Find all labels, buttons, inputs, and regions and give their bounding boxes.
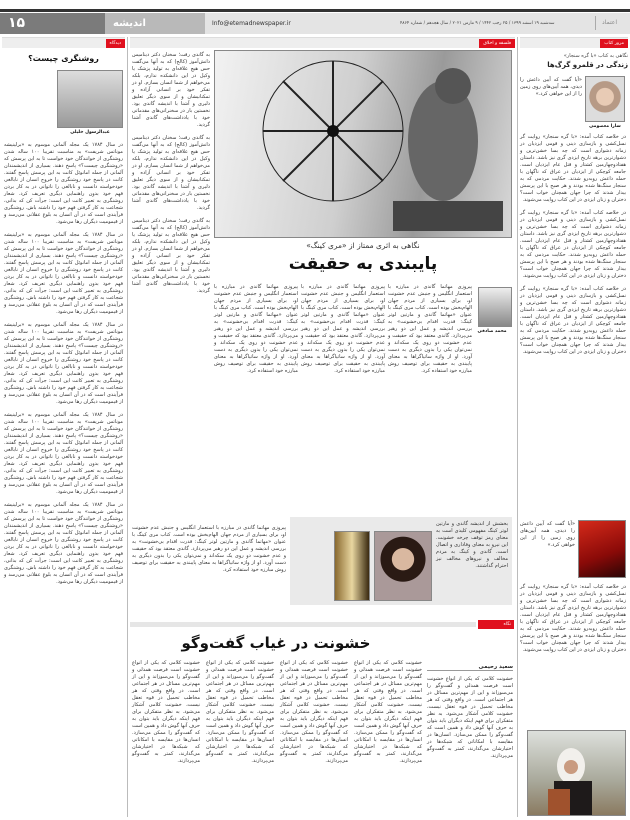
article-column: پیروزی مهاتما گاندی در مبارزه با استعمار انگلیس و جنبش عدم خشونت او، برای بسیاری از مردم جهان الهام‌بخش بوده است. کتاب مری کینگ با عنوان «مهاتما گاندی و مارتین لوتر کینگ: قدرت اقدام بی‌خشونت» به بررسی اندیشه و عمل این دو رهبر می‌پردازد. گاندی معتقد بود که حقیقت و عدم خشونت دو روی یک سکه‌اند و نمی‌توان یکی را بدون دیگری به دست آورد. او از واژه ساتیاگراها به معنای پایبندی به حقیقت برای توصیف روش مبارزه خود استفاده کرد. xyxy=(388,284,472,374)
issue-date: سه‌شنبه ۱۹ اسفند ۱۳۹۹ / ۲۵ رجب ۱۴۴۲ / ۹ مارس ۲۰۲۱ / سال هجدهم / شماره ۴۸۶۴ xyxy=(400,21,555,26)
section-rule xyxy=(130,622,476,627)
article-body: در خلاصه کتاب آمده: «با گره سنجار» روایت گر نسل‌کشی و بازسازی دینی و قومی ایزدیان در زمانه دشواری است که چه بسا خشن‌ترین و دشوارترین برهه تاریخ ایزدی گری نیز باشد. داستان هفتادوچهارمین کشتار و قتل عام ایزدیان است. جامعه کوچکی از ایزدیان در عراق که ناگهان با حمله داعش روبه‌رو شدند. حکایت مردمی که به سنجار سنگ‌ها شده بودند و هر صبح با این پرسش بیدار شدند که چرا جهان همچنان خواب است؟ دختران و زنان ایزدی در این کتاب روایت می‌شوند. xyxy=(520,584,626,653)
article-column: خشونت کلامی که یکی از انواع خشونت است فرصت همدلی و گفت‌وگو را می‌سوزاند و این از مهم‌ترین مسائل در هر اجتماعی است. در واقع وقتی که هر مخاطب تحمیل در قوه تعقل نیست، خشونت کلامی آشکار می‌شود. به نظر متفکران برای فهم اینکه دیگران باید بتوان به حرف آنها گوش داد و همین است که گفت‌وگو را ممکن می‌سازد. انسان‌ها در مقایسه با امکاناتی که شبکه‌ها در اختیارشان می‌گذارند، کمتر به گفت‌وگو می‌پردازند. xyxy=(354,660,422,764)
article-title: پایبندی به حقیقت xyxy=(288,254,438,274)
section-tag: نگاه xyxy=(478,620,514,629)
mary-king-photo xyxy=(374,531,432,601)
article-column: پیروزی مهاتما گاندی در مبارزه با استعمار انگلیس و جنبش عدم خشونت او، برای بسیاری از مردم جهان الهام‌بخش بوده است. کتاب مری کینگ با عنوان «مهاتما گاندی و مارتین لوتر کینگ: قدرت اقدام بی‌خشونت» به بررسی اندیشه و عمل این دو رهبر می‌پردازد. گاندی معتقد بود که حقیقت و عدم خشونت دو روی یک سکه‌اند و نمی‌توان یکی را بدون دیگری به دست آورد. او از واژه ساتیاگراها به معنای پایبندی به حقیقت برای توصیف روش مبارزه خود استفاده کرد. xyxy=(301,284,385,374)
article-body: پیروزی مهاتما گاندی در مبارزه با استعمار انگلیس و جنبش عدم خشونت او، برای بسیاری از مردم جهان الهام‌بخش بوده است. کتاب مری کینگ با عنوان «مهاتما گاندی و مارتین لوتر کینگ: قدرت اقدام بی‌خشونت» به بررسی اندیشه و عمل این دو رهبر می‌پردازد. گاندی معتقد بود که حقیقت و عدم خشونت دو روی یک سکه‌اند و نمی‌توان یکی را بدون دیگری به دست آورد. او از واژه ساتیاگراها به معنای پایبندی به حقیقت برای توصیف روش مبارزه خود استفاده کرد. xyxy=(132,525,286,573)
book-cover xyxy=(578,520,626,578)
article-column: پیروزی مهاتما گاندی در مبارزه با استعمار انگلیس و جنبش عدم خشونت او، برای بسیاری از مردم جهان الهام‌بخش بوده است. کتاب مری کینگ با عنوان «مهاتما گاندی و مارتین لوتر کینگ: قدرت اقدام بی‌خشونت» به بررسی اندیشه و عمل این دو رهبر می‌پردازد. گاندی معتقد بود که حقیقت و عدم خشونت دو روی یک سکه‌اند و نمی‌توان یکی را بدون دیگری به دست آورد. او از واژه ساتیاگراها به معنای پایبندی به حقیقت برای توصیف روش مبارزه خود استفاده کرد. xyxy=(214,284,298,374)
article-kicker: نگاهی به کتاب «با گره سنجار» xyxy=(563,53,628,59)
article-title: خشونت در غیاب گفت‌وگو xyxy=(181,634,371,652)
page-number: ۱۵ xyxy=(0,13,105,34)
quote-text: بخشش از اندیشه گاندی و مارتین لوتر کینگ مفهومی کلیدی است به معنای رمز توقف چرخه خشونت. این نیرو به معنای وفاداری و اتصال است. گاندی و کینگ به مردم مخالف و نیروهای مخالف نیز احترام گذاشتند. xyxy=(436,521,508,569)
article-kicker: نگاهی به اثری ممتاز از «مری کینگ» xyxy=(306,241,420,250)
article-paragraph: در خلاصه کتاب آمده: «با گره سنجار» روایت گر نسل‌کشی و بازسازی دینی و قومی ایزدیان در زمانه دشواری است که چه بسا خشن‌ترین و دشوارترین برهه تاریخ ایزدی گری نیز باشد. داستان هفتادوچهارمین کشتار و قتل عام ایزدیان است. جامعه کوچکی از ایزدیان در عراق که ناگهان با حمله داعش روبه‌رو شدند. حکایت مردمی که به سنجار سنگ‌ها شده بودند و هر صبح با این پرسش بیدار شدند که چرا جهان همچنان خواب است؟ دختران و زنان ایزدی در این کتاب روایت می‌شوند. xyxy=(520,210,626,279)
section-tag: فلسفه و اخلاق xyxy=(479,39,515,48)
article-title: زندگی در قلمرو گرگ‌ها xyxy=(547,61,628,69)
book-cover xyxy=(334,531,370,601)
quote-box xyxy=(290,517,512,605)
article-paragraph: در سال ۱۷۸۴ یک مجله آلمانی موسوم به «برلینیشه موناتس شریفت» به مناسبت تقریبا ۱۰۰ ساله شدن روشنگری از خوانندگان خود خواست تا به این پرسش که «روشنگری چیست؟» پاسخ دهند. بسیاری از اندیشمندان آلمانی از جمله امانوئل کانت به این پرسش پاسخ گفتند. کانت در پاسخ خود روشنگری را خروج انسان از نابالغی خودخواسته دانست و نابالغی را ناتوانی در به کار بردن فهم خود بدون راهنمایی دیگری تعریف کرد. شعار روشنگری به تعبیر کانت این است: جرأت کن که بدانی، شجاعت به کار گرفتن فهم خود را داشته باش. روشنگری فرآیندی است که در آن انسان به بلوغ عقلانی می‌رسد و از قیمومیت دیگران رها می‌شود. xyxy=(4,322,123,405)
article-body xyxy=(132,52,210,295)
author-name: عبدالرسول خلیلی xyxy=(70,130,110,135)
left-column xyxy=(2,37,125,63)
section-name: اندیشه xyxy=(105,13,205,34)
article-column: خشونت کلامی که یکی از انواع خشونت است فرصت همدلی و گفت‌وگو را می‌سوزاند و این از مهم‌ترین مسائل در هر اجتماعی است. در واقع وقتی که هر مخاطب تحمیل در قوه تعقل نیست، خشونت کلامی آشکار می‌شود. به نظر متفکران برای فهم اینکه دیگران باید بتوان به حرف آنها گوش داد و همین است که گفت‌وگو را ممکن می‌سازد. انسان‌ها در مقایسه با امکاناتی که شبکه‌ها در اختیارشان می‌گذارند، کمتر به گفت‌وگو می‌پردازند. xyxy=(206,660,274,764)
article-title: روشنگری چیست؟ xyxy=(28,54,99,63)
newspaper-logo: اعتماد xyxy=(595,16,623,30)
article-paragraph: در سال ۱۷۸۴ یک مجله آلمانی موسوم به «برلینیشه موناتس شریفت» به مناسبت تقریبا ۱۰۰ ساله شدن روشنگری از خوانندگان خود خواست تا به این پرسش که «روشنگری چیست؟» پاسخ دهند. بسیاری از اندیشمندان آلمانی از جمله امانوئل کانت به این پرسش پاسخ گفتند. کانت در پاسخ خود روشنگری را خروج انسان از نابالغی خودخواسته دانست و نابالغی را ناتوانی در به کار بردن فهم خود بدون راهنمایی دیگری تعریف کرد. شعار روشنگری به تعبیر کانت این است: جرأت کن که بدانی، شجاعت به کار گرفتن فهم خود را داشته باش. روشنگری فرآیندی است که در آن انسان به بلوغ عقلانی می‌رسد و از قیمومیت دیگران رها می‌شود. xyxy=(4,412,123,495)
article-paragraph: به گاندی رفت؛ سخنان دکتر دینامیس دانش‌آموز (کالج) که به آنها می‌گفت حس هیچ علاقه‌ای به تولید پزشک یا وکیل در این دانشکده ندارم، بلکه می‌خواهم از شما انسان بسازم. او در تفکر خود بر انسانی آزاده و تمکنانیشان و از سوی دیگر تعلیق دلیری و آشنا با اندیشه گاندی بود. نخستین بار در سخنرانی‌های مقدماتی خود با یادداشت‌های گاندی آشنا گردید. xyxy=(132,135,210,211)
author-name: محمد صادقی xyxy=(477,329,507,334)
column-divider xyxy=(517,37,518,817)
article-paragraph: در خلاصه کتاب آمده: «با گره سنجار» روایت گر نسل‌کشی و بازسازی دینی و قومی ایزدیان در زمانه دشواری است که چه بسا خشن‌ترین و دشوارترین برهه تاریخ ایزدی گری نیز باشد. داستان هفتادوچهارمین کشتار و قتل عام ایزدیان است. جامعه کوچکی از ایزدیان در عراق که ناگهان با حمله داعش روبه‌رو شدند. حکایت مردمی که به سنجار سنگ‌ها شده بودند و هر صبح با این پرسش بیدار شدند که چرا جهان همچنان خواب است؟ دختران و زنان ایزدی در این کتاب روایت می‌شوند. xyxy=(520,134,626,203)
article-paragraph: در سال ۱۷۸۴ یک مجله آلمانی موسوم به «برلینیشه موناتس شریفت» به مناسبت تقریبا ۱۰۰ ساله شدن روشنگری از خوانندگان خود خواست تا به این پرسش که «روشنگری چیست؟» پاسخ دهند. بسیاری از اندیشمندان آلمانی از جمله امانوئل کانت به این پرسش پاسخ گفتند. کانت در پاسخ خود روشنگری را خروج انسان از نابالغی خودخواسته دانست و نابالغی را ناتوانی در به کار بردن فهم خود بدون راهنمایی دیگری تعریف کرد. شعار روشنگری به تعبیر کانت این است: جرأت کن که بدانی، شجاعت به کار گرفتن فهم خود را داشته باش. روشنگری فرآیندی است که در آن انسان به بلوغ عقلانی می‌رسد و از قیمومیت دیگران رها می‌شود. xyxy=(4,232,123,315)
article-paragraph: در خلاصه کتاب آمده: «با گره سنجار» روایت گر نسل‌کشی و بازسازی دینی و قومی ایزدیان در زمانه دشواری است که چه بسا خشن‌ترین و دشوارترین برهه تاریخ ایزدی گری نیز باشد. داستان هفتادوچهارمین کشتار و قتل عام ایزدیان است. جامعه کوچکی از ایزدیان در عراق که ناگهان با حمله داعش روبه‌رو شدند. حکایت مردمی که به سنجار سنگ‌ها شده بودند و هر صبح با این پرسش بیدار شدند که چرا جهان همچنان خواب است؟ دختران و زنان ایزدی در این کتاب روایت می‌شوند. xyxy=(520,286,626,355)
top-rule xyxy=(0,9,630,12)
yazidi-woman-photo xyxy=(527,730,626,816)
right-column xyxy=(520,37,628,69)
article-body xyxy=(520,134,626,356)
email-link[interactable]: Info@etemadnewspaper.ir xyxy=(212,20,291,27)
article-paragraph: در سال ۱۷۸۴ یک مجله آلمانی موسوم به «برلینیشه موناتس شریفت» به مناسبت تقریبا ۱۰۰ ساله شدن روشنگری از خوانندگان خود خواست تا به این پرسش که «روشنگری چیست؟» پاسخ دهند. بسیاری از اندیشمندان آلمانی از جمله امانوئل کانت به این پرسش پاسخ گفتند. کانت در پاسخ خود روشنگری را خروج انسان از نابالغی خودخواسته دانست و نابالغی را ناتوانی در به کار بردن فهم خود بدون راهنمایی دیگری تعریف کرد. شعار روشنگری به تعبیر کانت این است: جرأت کن که بدانی، شجاعت به کار گرفتن فهم خود را داشته باش. روشنگری فرآیندی است که در آن انسان به بلوغ عقلانی می‌رسد و از قیمومیت دیگران رها می‌شود. xyxy=(4,142,123,225)
author-name: سارا معصومی xyxy=(589,124,621,129)
article-column: خشونت کلامی که یکی از انواع خشونت است فرصت همدلی و گفت‌وگو را می‌سوزاند و این از مهم‌ترین مسائل در هر اجتماعی است. در واقع وقتی که هر مخاطب تحمیل در قوه تعقل نیست، خشونت کلامی آشکار می‌شود. به نظر متفکران برای فهم اینکه دیگران باید بتوان به حرف آنها گوش داد و همین است که گفت‌وگو را ممکن می‌سازد. انسان‌ها در مقایسه با امکاناتی که شبکه‌ها در اختیارشان می‌گذارند، کمتر به گفت‌وگو می‌پردازند. xyxy=(280,660,348,764)
author-name: سعید رحیمی xyxy=(427,664,513,671)
section-tag: دیدگاه xyxy=(106,39,126,48)
section-tag: مرور کتاب xyxy=(600,39,628,48)
article-lead: «آیا گفت که آیین داعش را دیدی، همه آیین‌های روی زمین را از این خواهی کرد.» xyxy=(520,77,582,97)
article-body xyxy=(4,142,123,586)
article-paragraph: در سال ۱۷۸۴ یک مجله آلمانی موسوم به «برلینیشه موناتس شریفت» به مناسبت تقریبا ۱۰۰ ساله شدن روشنگری از خوانندگان خود خواست تا به این پرسش که «روشنگری چیست؟» پاسخ دهند. بسیاری از اندیشمندان آلمانی از جمله امانوئل کانت به این پرسش پاسخ گفتند. کانت در پاسخ خود روشنگری را خروج انسان از نابالغی خودخواسته دانست و نابالغی را ناتوانی در به کار بردن فهم خود بدون راهنمایی دیگری تعریف کرد. شعار روشنگری به تعبیر کانت این است: جرأت کن که بدانی، شجاعت به کار گرفتن فهم خود را داشته باش. روشنگری فرآیندی است که در آن انسان به بلوغ عقلانی می‌رسد و از قیمومیت دیگران رها می‌شود. xyxy=(4,502,123,585)
gandhi-spinning-wheel-photo xyxy=(214,50,512,238)
column-divider xyxy=(127,37,128,817)
author-photo xyxy=(57,70,123,128)
article-body: خشونت کلامی که یکی از انواع خشونت است فرصت همدلی و گفت‌وگو را می‌سوزاند و این از مهم‌ترین مسائل در هر اجتماعی است. در واقع وقتی که هر مخاطب تحمیل در قوه تعقل نیست، خشونت کلامی آشکار می‌شود. به نظر متفکران برای فهم اینکه دیگران باید بتوان به حرف آنها گوش داد و همین است که گفت‌وگو را ممکن می‌سازد. انسان‌ها در مقایسه با امکاناتی که شبکه‌ها در اختیارشان می‌گذارند، کمتر به گفت‌وگو می‌پردازند. xyxy=(427,676,513,759)
article-lead: «آیا گفت که آیین داعش را دیدی، همه آیین‌های روی زمین را از این خواهی کرد.» xyxy=(520,521,575,548)
middle-section xyxy=(130,37,515,48)
author-photo xyxy=(478,287,512,327)
article-paragraph: به گاندی رفت؛ سخنان دکتر دینامیس دانش‌آموز (کالج) که به آنها می‌گفت حس هیچ علاقه‌ای به تولید پزشک یا وکیل در این دانشکده ندارم، بلکه می‌خواهم از شما انسان بسازم. او در تفکر خود بر انسانی آزاده و تمکنانیشان و از سوی دیگر تعلیق دلیری و آشنا با اندیشه گاندی بود. نخستین بار در سخنرانی‌های مقدماتی خود با یادداشت‌های گاندی آشنا گردید. xyxy=(132,218,210,294)
author-photo xyxy=(585,76,625,122)
article-paragraph: به گاندی رفت؛ سخنان دکتر دینامیس دانش‌آموز (کالج) که به آنها می‌گفت حس هیچ علاقه‌ای به تولید پزشک یا وکیل در این دانشکده ندارم، بلکه می‌خواهم از شما انسان بسازم. او در تفکر خود بر انسانی آزاده و تمکنانیشان و از سوی دیگر تعلیق دلیری و آشنا با اندیشه گاندی بود. نخستین بار در سخنرانی‌های مقدماتی خود با یادداشت‌های گاندی آشنا گردید. xyxy=(132,52,210,128)
article-column: خشونت کلامی که یکی از انواع خشونت است فرصت همدلی و گفت‌وگو را می‌سوزاند و این از مهم‌ترین مسائل در هر اجتماعی است. در واقع وقتی که هر مخاطب تحمیل در قوه تعقل نیست، خشونت کلامی آشکار می‌شود. به نظر متفکران برای فهم اینکه دیگران باید بتوان به حرف آنها گوش داد و همین است که گفت‌وگو را ممکن می‌سازد. انسان‌ها در مقایسه با امکاناتی که شبکه‌ها در اختیارشان می‌گذارند، کمتر به گفت‌وگو می‌پردازند. xyxy=(132,660,200,764)
